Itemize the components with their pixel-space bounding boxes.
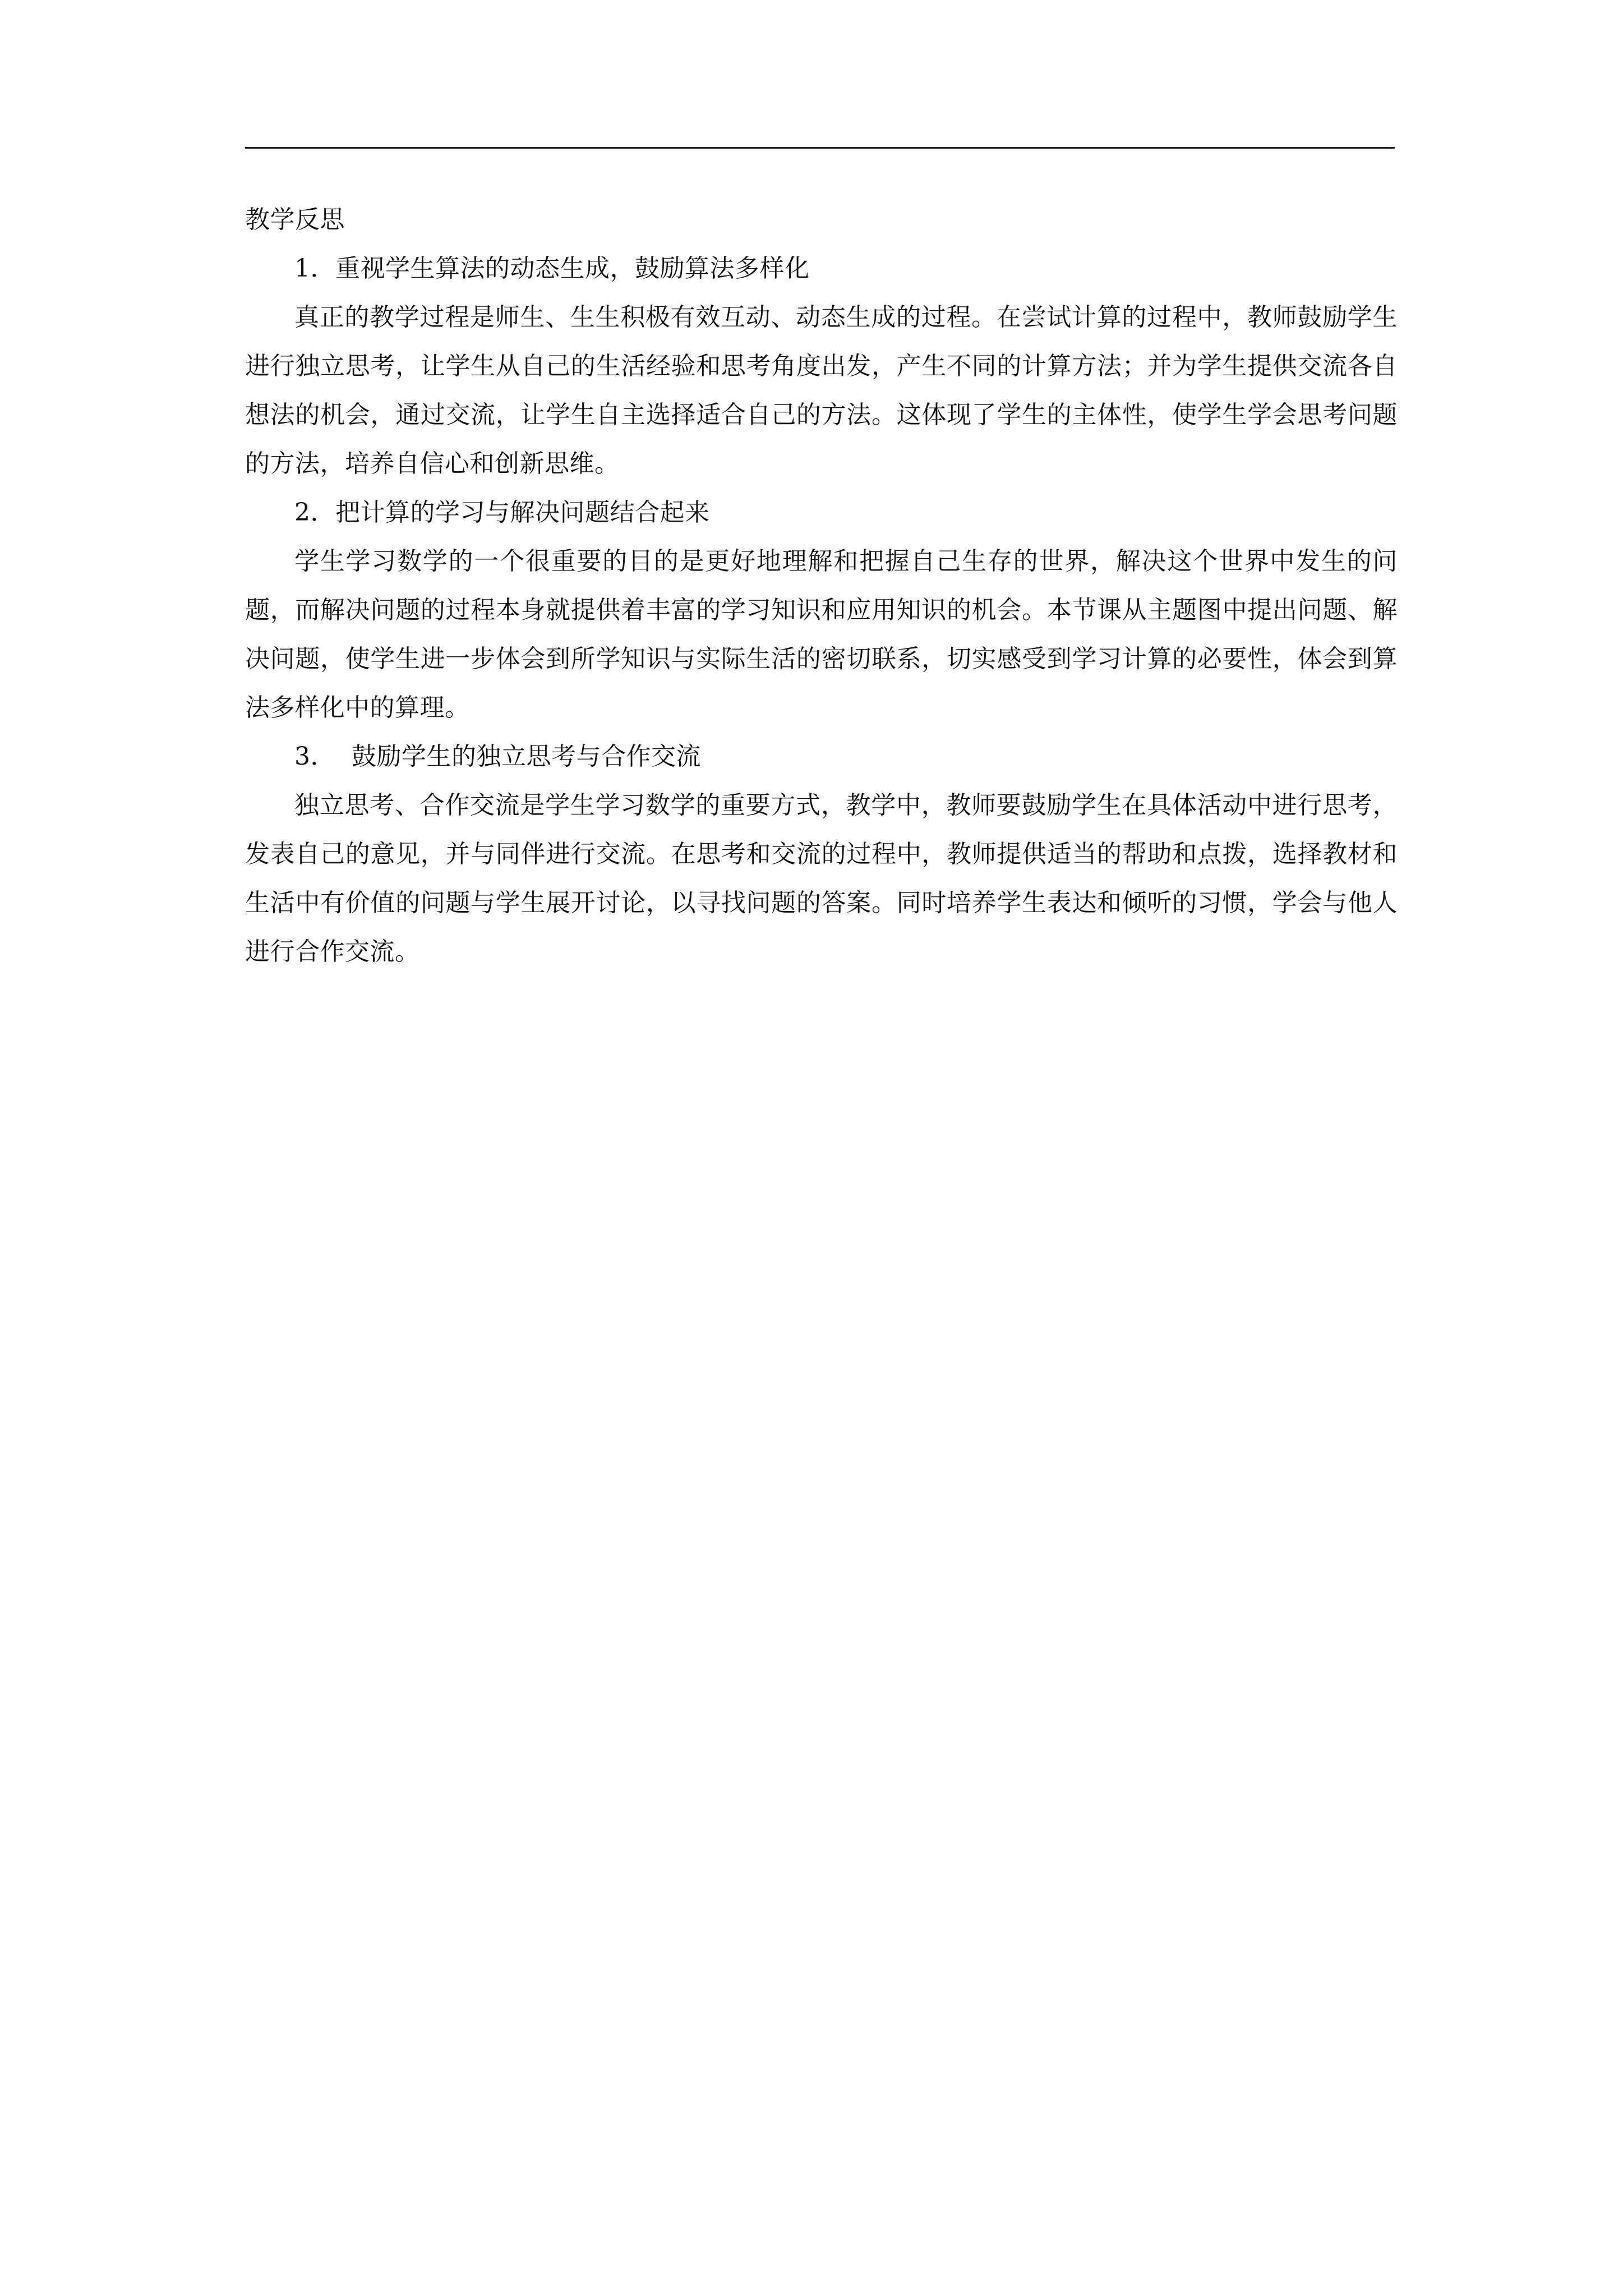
section-heading-3: 3． 鼓励学生的独立思考与合作交流 (294, 742, 701, 771)
section-heading-1: 1．重视学生算法的动态生成，鼓励算法多样化 (294, 254, 810, 283)
section-paragraph-1: 真正的教学过程是师生、生生积极有效互动、动态生成的过程。在尝试计算的过程中，教师鼓励学生进行独立思考，让学生从自己的生活经验和思考角度出发，产生不同的计算方法；并为学生提供交流各自想法的机会，通过交流，让学生自主选择适合自己的方法。这体现了学生的主体性，使学生学会思考问题的方法，培养自信心和创新思维。 (245, 303, 1398, 478)
document-title: 教学反思 (245, 205, 345, 234)
section-heading-2: 2．把计算的学习与解决问题结合起来 (294, 498, 710, 527)
section-paragraph-2: 学生学习数学的一个很重要的目的是更好地理解和把握自己生存的世界，解决这个世界中发生的问题，而解决问题的过程本身就提供着丰富的学习知识和应用知识的机会。本节课从主题图中提出问题、解决问题，使学生进一步体会到所学知识与实际生活的密切联系，切实感受到学习计算的必要性，体会到算法多样化中的算理。 (245, 547, 1398, 722)
header-rule (245, 147, 1395, 149)
section-paragraph-3: 独立思考、合作交流是学生学习数学的重要方式，教学中，教师要鼓励学生在具体活动中进行思考，发表自己的意见，并与同伴进行交流。在思考和交流的过程中，教师提供适当的帮助和点拨，选择教材和生活中有价值的问题与学生展开讨论，以寻找问题的答案。同时培养学生表达和倾听的习惯，学会与他人进行合作交流。 (245, 791, 1398, 966)
document-body (245, 195, 1398, 976)
